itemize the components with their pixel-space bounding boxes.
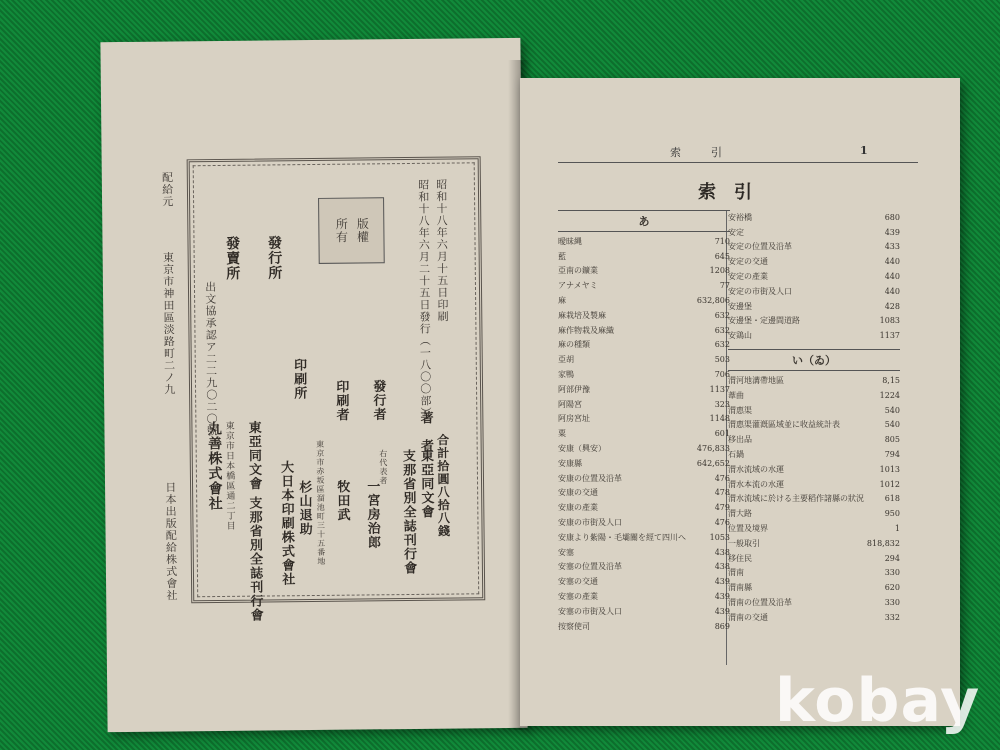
index-entry-page: 618	[884, 494, 900, 504]
index-entry-term: 按察使司	[558, 621, 590, 631]
header-rule	[558, 162, 918, 163]
index-entry-page: 632	[714, 310, 730, 320]
index-entry-term: 安塞の市街及人口	[558, 606, 622, 616]
index-entry-page: 332	[884, 612, 900, 622]
index-entry-page: 632	[714, 340, 730, 350]
print-office-label: 印刷所	[290, 358, 307, 401]
index-entry	[558, 426, 730, 441]
index-entry-term: 麻	[558, 296, 566, 306]
index-entry-page: 1137	[709, 384, 730, 394]
index-entry-term: 石鍋	[728, 450, 744, 460]
index-entry-term: 曖昧縄	[558, 236, 582, 246]
index-entry	[728, 388, 900, 403]
index-entry-term: 麻の種類	[558, 340, 590, 350]
index-entry-page: 642,652	[696, 458, 730, 468]
license-number: 出文協承認ア二二九〇二〇號	[203, 281, 219, 438]
index-entry	[558, 560, 730, 575]
index-entry	[728, 240, 900, 255]
index-entry-term: 移出品	[728, 435, 752, 445]
index-entry	[728, 447, 900, 462]
index-entry	[728, 551, 900, 566]
index-entry-term: 安裕橋	[728, 212, 752, 222]
index-entry-term: 安定の市街及人口	[728, 286, 792, 296]
page-number: 1	[860, 144, 868, 157]
index-entry	[728, 580, 900, 595]
index-entry-page: 294	[884, 553, 900, 563]
index-entry	[558, 619, 730, 634]
index-entry	[728, 254, 900, 269]
index-entry	[728, 284, 900, 299]
index-entry-page: 8,15	[882, 376, 900, 386]
index-entry-term: 渭南	[728, 568, 744, 578]
index-entry-page: 680	[884, 212, 900, 222]
index-entry-term: 安康より紫陽・毛壩關を經て四川へ	[558, 532, 686, 542]
publisher-name: 一宮房治郎	[364, 479, 380, 550]
index-entry-term: 渭南の交通	[728, 612, 768, 622]
index-entry-page: 323	[714, 399, 730, 409]
index-entry-page: 620	[884, 583, 900, 593]
index-entry-term: 安康の位置及沿革	[558, 473, 622, 483]
copyright-stamp	[318, 197, 385, 264]
index-entry-term: 亞胡	[558, 355, 574, 365]
index-entry-term: 渭水本流の水運	[728, 479, 784, 489]
index-entry	[728, 373, 900, 388]
index-entry-page: 428	[884, 301, 900, 311]
index-entry-term: 渭水流域の水運	[728, 464, 784, 474]
hatsubai-label: 發賣所	[223, 235, 241, 281]
index-entry-term: 安康の市街及人口	[558, 518, 622, 528]
index-entry	[558, 574, 730, 589]
index-entry-page: 439	[714, 577, 730, 587]
index-entry-term: 安塞の交通	[558, 577, 598, 587]
printer-name: 牧田武	[334, 479, 350, 522]
printer-label: 印刷者	[333, 379, 349, 422]
index-entry-page: 330	[884, 598, 900, 608]
haikyu-company: 日本出版配給株式會社	[163, 481, 179, 602]
index-entry-term: 阿部伊豫	[558, 384, 590, 394]
index-entry-term: 亞南の鑛業	[558, 266, 598, 276]
index-entry-term: 阿房宮址	[558, 414, 590, 424]
index-entry	[558, 234, 730, 249]
index-entry-term: 藍	[558, 251, 566, 261]
haikyu-label: 配給元	[160, 171, 174, 208]
index-entry-page: 1208	[709, 266, 730, 276]
index-entry-page: 540	[884, 405, 900, 415]
index-entry	[558, 530, 730, 545]
index-entry	[558, 456, 730, 471]
index-entry	[728, 299, 900, 314]
index-entry-page: 632,806	[696, 296, 730, 306]
index-entry-page: 1083	[879, 316, 900, 326]
index-entry	[728, 269, 900, 284]
index-entry-page: 476	[714, 518, 730, 528]
index-entry-page: 476	[714, 473, 730, 483]
index-column-right	[728, 210, 900, 625]
index-entry-page: 479	[714, 503, 730, 513]
price: 合計拾圓八拾八錢	[435, 433, 451, 538]
index-entry-term: 渭南縣	[728, 583, 752, 593]
index-entry-page: 950	[884, 509, 900, 519]
index-entry-term: アナメヤミ	[558, 281, 598, 291]
index-entry-page: 440	[884, 272, 900, 282]
index-entry-page: 710	[714, 236, 730, 246]
issue-date: 昭和十八年六月二十五日發行（一八〇〇部）	[416, 178, 433, 419]
index-entry-page: 438	[714, 547, 730, 557]
hatsubai-address: 東京市日本橋區通二丁目	[223, 420, 235, 531]
index-entry-page: 601	[714, 429, 730, 439]
index-entry	[558, 352, 730, 367]
index-entry-term: 安定の交通	[728, 257, 768, 267]
running-header: 索引	[670, 146, 752, 159]
kobay-watermark: kobay	[775, 666, 981, 736]
index-entry-term: 安康の交通	[558, 488, 598, 498]
index-entry	[558, 397, 730, 412]
index-entry-page: 439	[884, 227, 900, 237]
section-heading-a: あ	[558, 210, 730, 232]
colophon-page	[100, 38, 527, 732]
index-entry-page: 1012	[879, 479, 900, 489]
index-entry-page: 1	[894, 524, 900, 534]
index-entry	[558, 249, 730, 264]
index-entry-term: 移住民	[728, 553, 752, 563]
index-column-left	[558, 210, 730, 634]
index-entry-page: 439	[714, 592, 730, 602]
index-entry-page: 439	[714, 606, 730, 616]
index-entry-page: 1137	[879, 331, 900, 341]
index-entry-term: 安定	[728, 227, 744, 237]
print-date: 昭和十八年六月十五日印刷	[434, 178, 450, 323]
index-title: 索引	[698, 182, 770, 203]
index-entry	[558, 278, 730, 293]
index-entry-term: 渭水流域に於ける主要稻作諸縣の狀況	[728, 494, 864, 504]
index-entry	[728, 225, 900, 240]
index-entry	[728, 328, 900, 343]
index-entry	[728, 477, 900, 492]
index-entry-term: 渭惠渠	[728, 405, 752, 415]
index-entry	[728, 492, 900, 507]
index-entry-term: 安定の產業	[728, 272, 768, 282]
compiler: 支那省別全誌刊行會	[399, 448, 417, 576]
index-entry-term: 渭大路	[728, 509, 752, 519]
index-entry-term: 安康（興安）	[558, 444, 606, 454]
index-entry-page: 632	[714, 325, 730, 335]
author: 東亞同文會	[417, 448, 434, 519]
index-entry	[728, 314, 900, 329]
index-entry-term: 安塞の位置及沿革	[558, 562, 622, 572]
hakko-label: 發行所	[265, 235, 283, 281]
index-entry	[558, 500, 730, 515]
index-entry-term: 安邊堡・定邊間道路	[728, 316, 800, 326]
stamp-text-1: 版權	[355, 217, 370, 244]
index-entry-term: 安康の產業	[558, 503, 598, 513]
index-entry-page: 540	[884, 420, 900, 430]
index-entry	[728, 462, 900, 477]
index-entry	[558, 367, 730, 382]
publisher-address: 東京市赤坂區溜池町三十五番地	[315, 439, 326, 566]
section-heading-i: い（ゐ）	[728, 349, 900, 371]
index-entry-term: 位置及境界	[728, 524, 768, 534]
index-entry-term: 一般取引	[728, 538, 760, 548]
author-label: 著 者	[417, 410, 433, 453]
index-entry-page: 645	[714, 251, 730, 261]
index-entry	[558, 471, 730, 486]
index-entry-page: 1053	[709, 532, 730, 542]
index-entry	[558, 338, 730, 353]
index-entry-page: 438	[714, 562, 730, 572]
index-entry-page: 440	[884, 286, 900, 296]
hatsubai: 丸善株式會社	[205, 420, 223, 512]
index-entry-page: 805	[884, 435, 900, 445]
index-entry	[728, 506, 900, 521]
index-entry-term: 粟	[558, 429, 566, 439]
index-entry-page: 869	[714, 621, 730, 631]
index-entry	[728, 521, 900, 536]
index-entry	[558, 264, 730, 279]
index-entry	[728, 210, 900, 225]
publisher-label: 發行者	[370, 379, 386, 422]
index-entry	[728, 432, 900, 447]
index-entry-page: 818,832	[866, 538, 900, 548]
index-entry	[728, 403, 900, 418]
index-entry-page: 1148	[709, 414, 730, 424]
index-entry	[558, 545, 730, 560]
index-entry-term: 安塞の產業	[558, 592, 598, 602]
index-entry	[558, 382, 730, 397]
index-entry-page: 1224	[879, 390, 900, 400]
rep-label: 右代表者	[378, 449, 389, 486]
index-entry-term: 安塞	[558, 547, 574, 557]
index-entry-term: 安鶏山	[728, 331, 752, 341]
index-entry-term: 葦曲	[728, 390, 744, 400]
index-entry	[728, 536, 900, 551]
index-entry	[558, 308, 730, 323]
index-entry	[558, 486, 730, 501]
index-entry-page: 794	[884, 450, 900, 460]
index-entry	[728, 595, 900, 610]
index-entry-term: 安邊堡	[728, 301, 752, 311]
index-entry	[558, 293, 730, 308]
index-entry-term: 麻栽培及製麻	[558, 310, 606, 320]
index-entry	[728, 418, 900, 433]
index-entry-page: 433	[884, 242, 900, 252]
index-entry-term: 渭南の位置及沿革	[728, 598, 792, 608]
index-entry-page: 77	[719, 281, 730, 291]
index-entry	[558, 441, 730, 456]
index-entry-page: 478	[714, 488, 730, 498]
index-entry	[558, 323, 730, 338]
index-entry	[558, 515, 730, 530]
stamp-text-2: 所有	[334, 217, 349, 244]
print-office: 大日本印刷株式會社	[278, 460, 295, 587]
index-entry-term: 阿陽宮	[558, 399, 582, 409]
index-entry	[728, 566, 900, 581]
index-entry-term: 家鴨	[558, 370, 574, 380]
index-entry	[558, 604, 730, 619]
index-entry-page: 476,833	[696, 444, 730, 454]
index-entry	[728, 610, 900, 625]
index-page	[520, 78, 960, 726]
index-entry-page: 1013	[879, 464, 900, 474]
index-entry-page: 330	[884, 568, 900, 578]
index-entry-term: 渭河地溝帶地區	[728, 376, 784, 386]
index-entry-page: 706	[714, 370, 730, 380]
index-entry	[558, 412, 730, 427]
index-entry-term: 安定の位置及沿革	[728, 242, 792, 252]
index-entry-term: 渭惠渠灌漑區域並に收益統計表	[728, 420, 840, 430]
index-entry-page: 503	[714, 355, 730, 365]
haikyu-address: 東京市神田區淡路町二ノ九	[161, 251, 176, 396]
index-entry-page: 440	[884, 257, 900, 267]
index-entry-term: 安康縣	[558, 458, 582, 468]
index-entry	[558, 589, 730, 604]
printer-name-2: 杉山退助	[296, 480, 312, 537]
hakko: 東亞同文會 支那省別全誌刊行會	[245, 420, 263, 623]
index-entry-term: 麻作物栽及麻織	[558, 325, 614, 335]
